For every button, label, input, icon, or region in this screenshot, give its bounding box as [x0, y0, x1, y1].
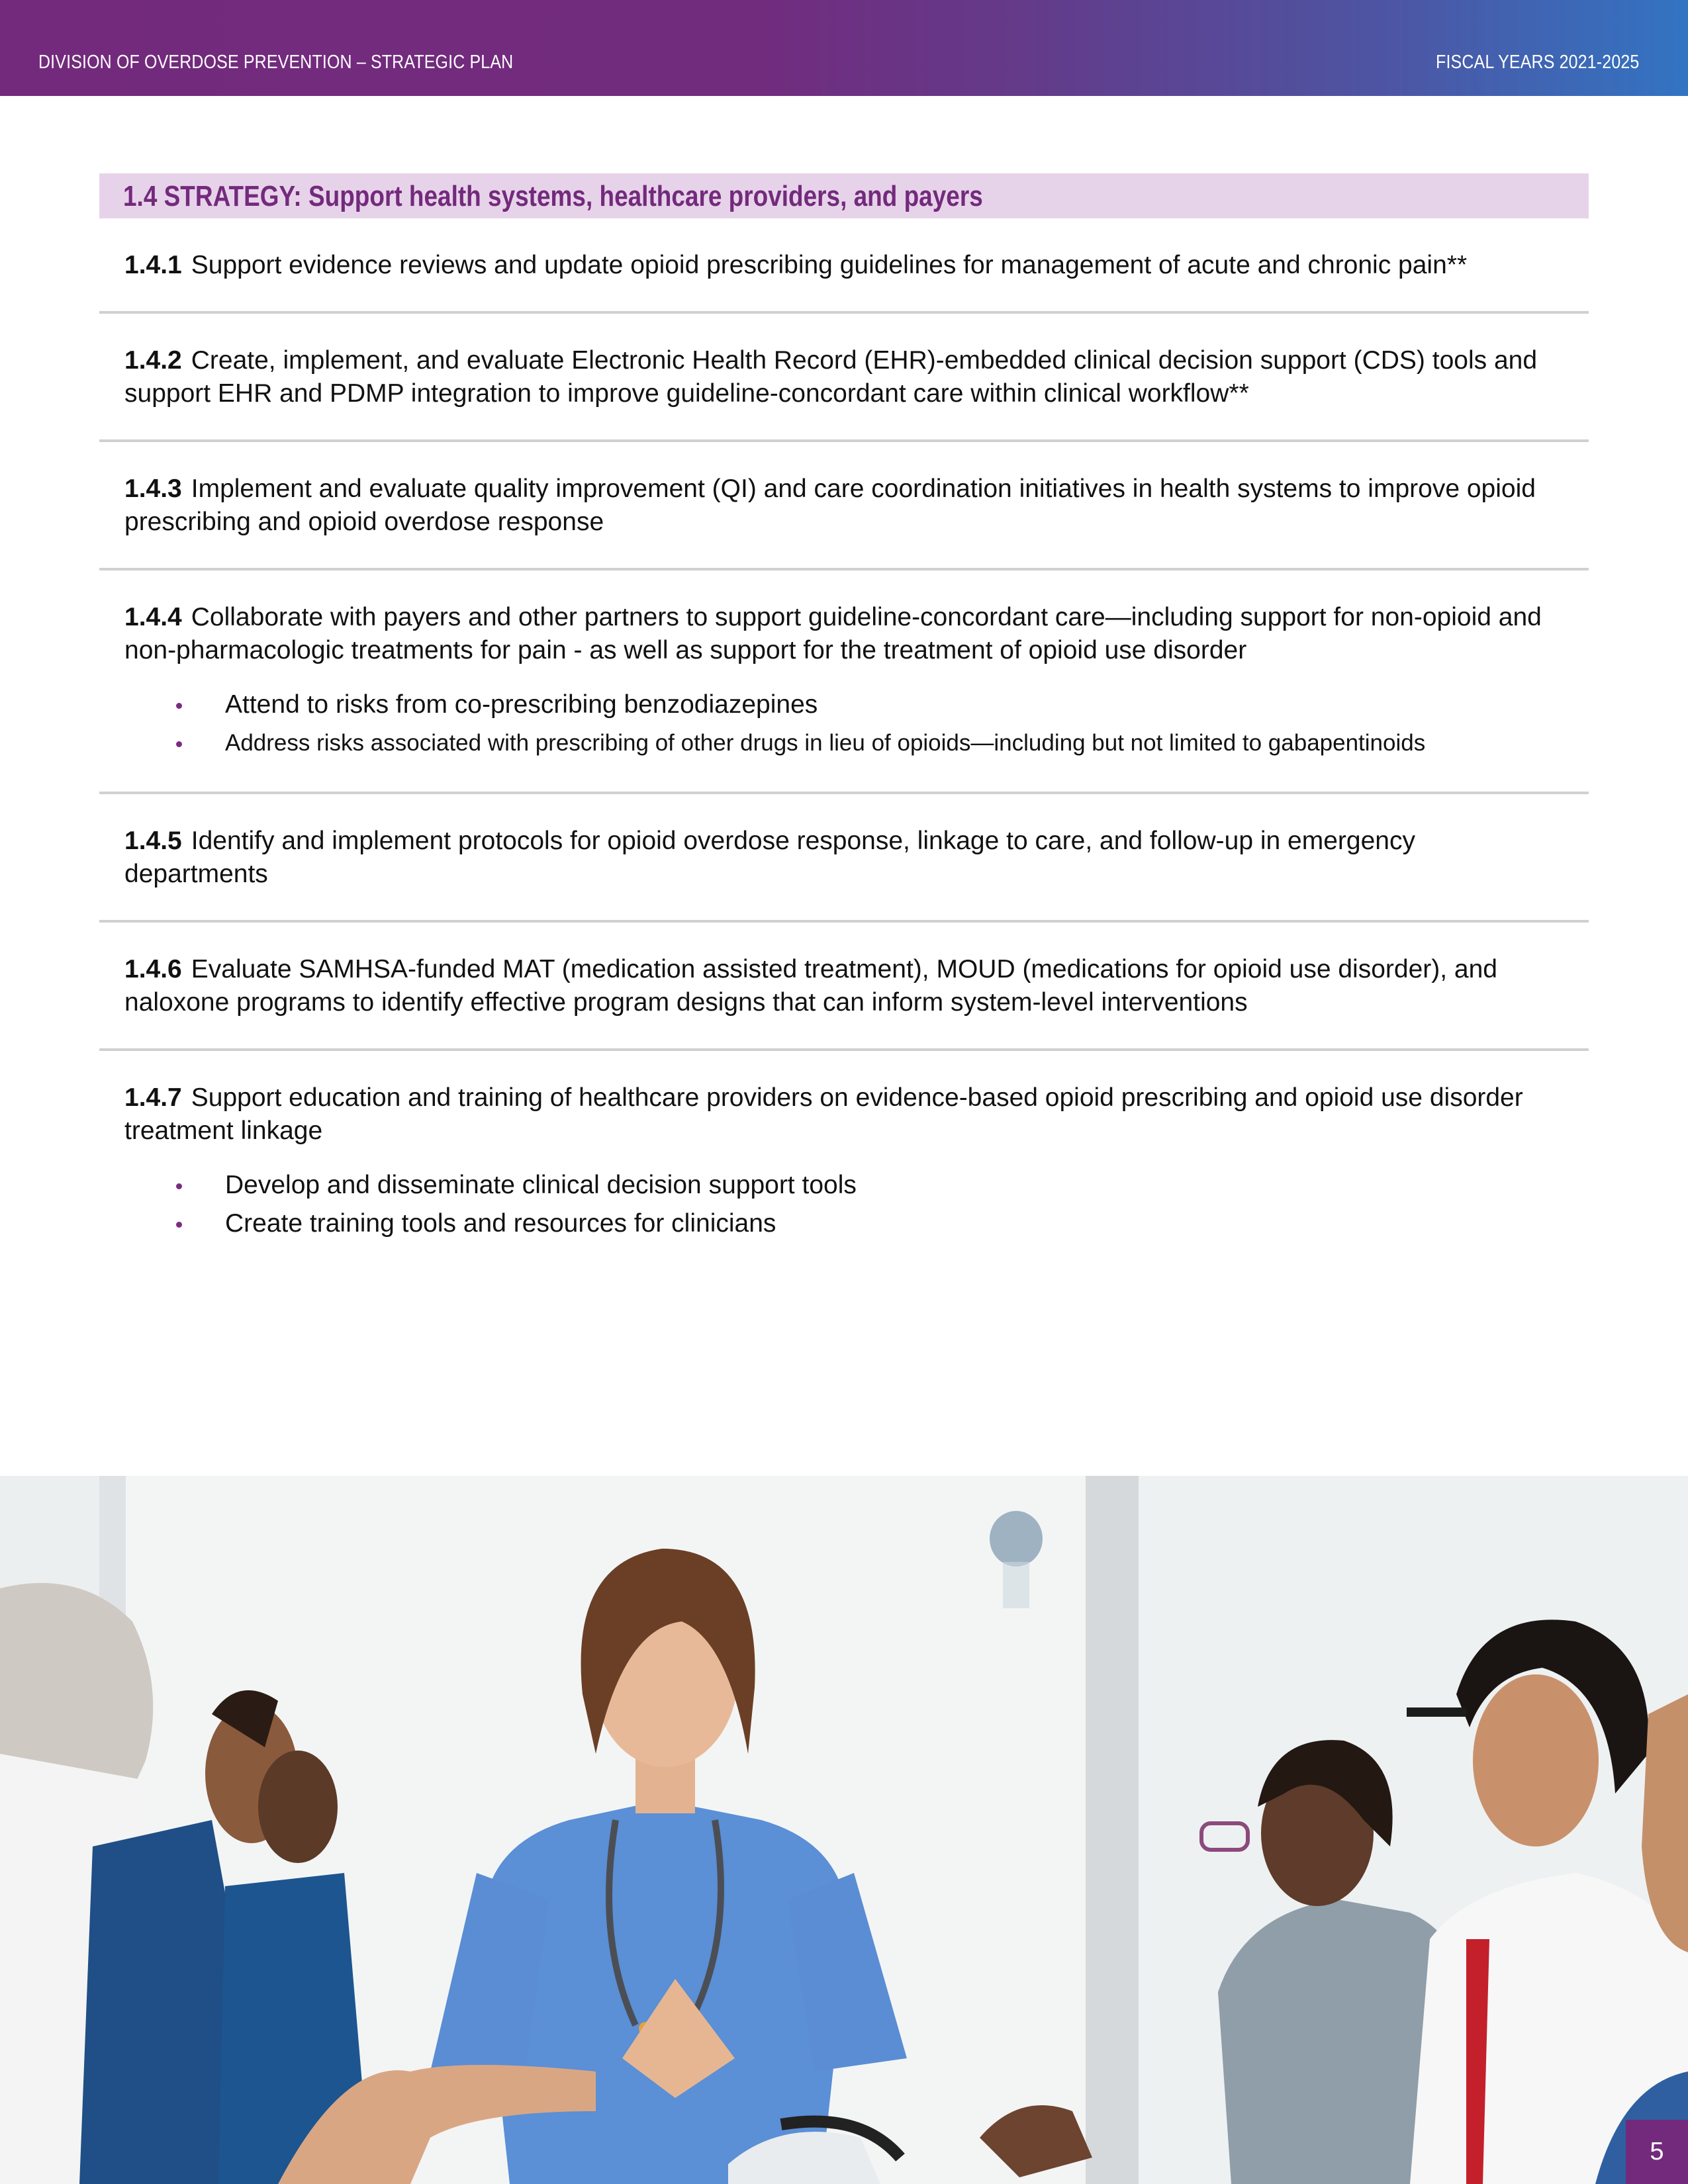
item-text — [124, 825, 1564, 891]
item-description: Collaborate with payers and other partners to support guideline-concordant care—including support for non-opioid and non-pharmacologic treatments for pain - as well as support for the treatment of opioid use disorder — [124, 603, 1542, 664]
bullet-item: Address risks associated with prescribing of other drugs in lieu of opioids—including but not limited to gabapentinoids — [199, 724, 1564, 762]
item-description: Support evidence reviews and update opioid prescribing guidelines for management of acute and chronic pain** — [191, 251, 1468, 279]
bullet-item: Attend to risks from co-prescribing benzodiazepines — [199, 686, 1564, 724]
strategy-item-1-4-2 — [99, 311, 1589, 439]
strategy-item-1-4-1 — [99, 218, 1589, 311]
item-description: Evaluate SAMHSA-funded MAT (medication assisted treatment), MOUD (medications for opioid use disorder), and naloxone programs to identify effective program designs that can inform system-level interventions — [124, 955, 1497, 1017]
item-number: 1.4.4 — [124, 603, 182, 631]
fiscal-years-label: FISCAL YEARS 2021-2025 — [1435, 52, 1639, 73]
item-text — [124, 953, 1564, 1019]
healthcare-team-photo — [0, 1476, 1688, 2184]
item-number: 1.4.6 — [124, 955, 182, 983]
item-text — [124, 344, 1564, 410]
bullet-item: Develop and disseminate clinical decision support tools — [199, 1166, 1564, 1205]
item-text — [124, 473, 1564, 539]
item-description: Create, implement, and evaluate Electronic Health Record (EHR)-embedded clinical decision support (CDS) tools and support EHR and PDMP integration to improve guideline-concordant care within clinical workflow** — [124, 346, 1538, 408]
strategy-heading-band — [99, 173, 1589, 218]
item-number: 1.4.5 — [124, 827, 182, 855]
strategy-item-1-4-3 — [99, 439, 1589, 568]
page-number: 5 — [1626, 2120, 1688, 2184]
item-number: 1.4.3 — [124, 475, 182, 503]
item-number: 1.4.7 — [124, 1083, 182, 1112]
strategy-items-list — [99, 218, 1589, 1272]
item-text — [124, 1081, 1564, 1148]
item-text — [124, 601, 1564, 667]
page-header — [0, 0, 1688, 96]
item-text — [124, 249, 1564, 282]
item-description: Implement and evaluate quality improvement (QI) and care coordination initiatives in health systems to improve opioid prescribing and opioid overdose response — [124, 475, 1536, 536]
item-description: Support education and training of healthcare providers on evidence-based opioid prescribing and opioid use disorder treatment linkage — [124, 1083, 1523, 1145]
strategy-title: 1.4 STRATEGY: Support health systems, healthcare providers, and payers — [123, 180, 983, 212]
document-title: DIVISION OF OVERDOSE PREVENTION – STRATEGIC PLAN — [38, 52, 514, 73]
bullet-list — [124, 686, 1564, 762]
item-number: 1.4.2 — [124, 346, 182, 375]
strategy-item-1-4-7 — [99, 1048, 1589, 1272]
strategy-item-1-4-4 — [99, 568, 1589, 792]
bullet-list — [124, 1166, 1564, 1243]
bullet-item: Create training tools and resources for clinicians — [199, 1205, 1564, 1243]
item-description: Identify and implement protocols for opioid overdose response, linkage to care, and follow-up in emergency departments — [124, 827, 1415, 888]
photo-illustration — [0, 1476, 1688, 2184]
strategy-item-1-4-5 — [99, 792, 1589, 920]
item-number: 1.4.1 — [124, 251, 182, 279]
strategy-item-1-4-6 — [99, 920, 1589, 1048]
